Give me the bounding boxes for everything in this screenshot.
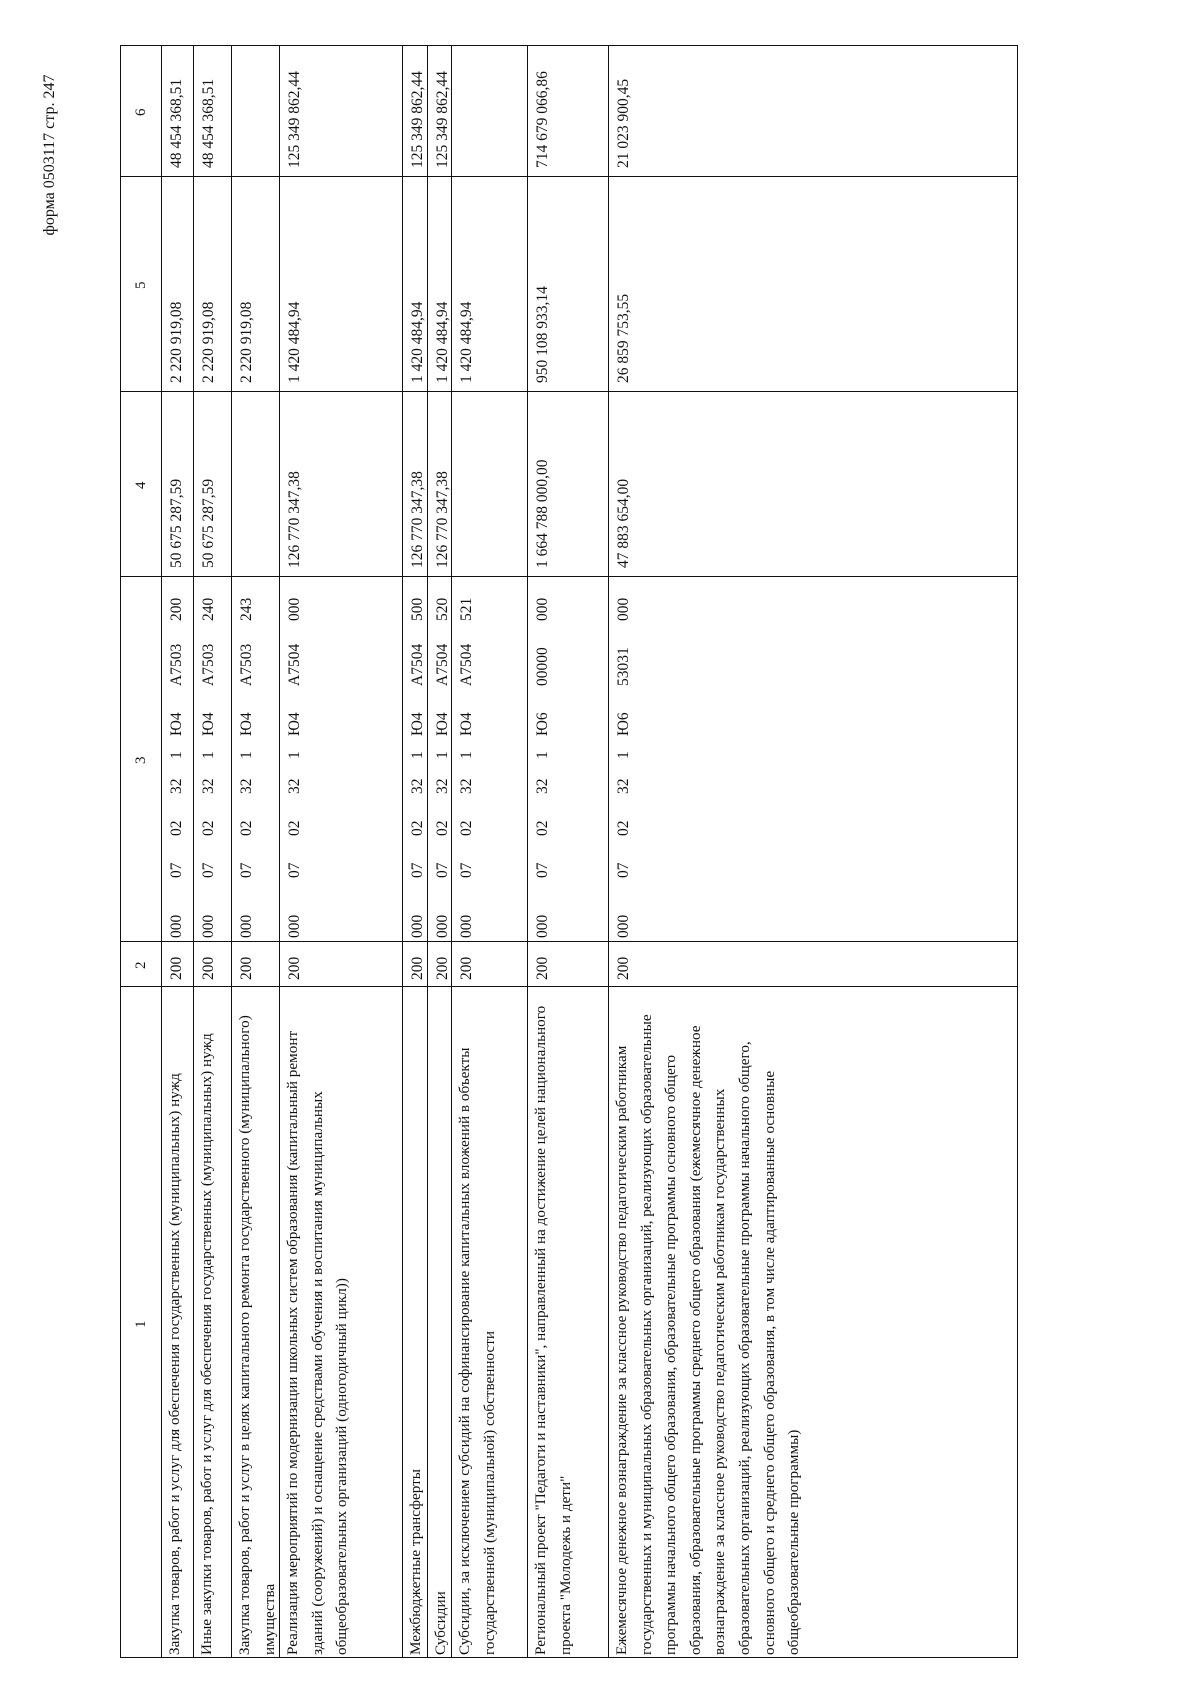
row-code-part: 07 — [615, 862, 632, 878]
row-code-part: 32 — [200, 778, 217, 794]
row-code-part: 000 — [238, 914, 255, 938]
row-code-part: Ю6 — [615, 712, 632, 736]
row-code-part: 1 — [458, 751, 475, 759]
row-code-part: Ю4 — [200, 712, 217, 736]
row-code-part: 00000 — [534, 647, 551, 686]
row-unexecuted-amount: 714 679 066,86 — [534, 71, 551, 168]
row-line-code: 200 — [458, 956, 475, 980]
row-line-code: 200 — [200, 956, 217, 980]
row-name: Закупка товаров, работ и услуг в целях капитального ремонта государственного (муниципального) имущества — [236, 1015, 278, 1655]
row-line-code: 200 — [286, 956, 303, 980]
row-code-part: 1 — [409, 751, 426, 759]
row-code-part: Ю4 — [286, 712, 303, 736]
form-number-label: форма 0503117 стр. 247 — [41, 74, 58, 236]
row-code-part: 1 — [434, 751, 451, 759]
row-code-part: 243 — [238, 597, 255, 621]
row-unexecuted-amount: 48 454 368,51 — [168, 78, 185, 168]
budget-execution-table — [120, 45, 1018, 1658]
row-line-code: 200 — [168, 956, 185, 980]
row-code-part: 520 — [434, 597, 451, 621]
row-unexecuted-amount: 48 454 368,51 — [200, 78, 217, 168]
row-code-part: Ю4 — [458, 712, 475, 736]
row-code-part: Ю6 — [534, 712, 551, 736]
row-executed-amount: 26 859 753,55 — [615, 293, 632, 383]
row-code-part: 1 — [200, 751, 217, 759]
row-code-part: А7503 — [238, 643, 255, 686]
row-code-part: 000 — [534, 597, 551, 621]
row-code-part: 000 — [286, 597, 303, 621]
row-code-part: 200 — [168, 597, 185, 621]
row-code-part: 02 — [458, 820, 475, 836]
row-code-part: 1 — [168, 751, 185, 759]
row-code-part: 02 — [286, 820, 303, 836]
row-code-part: А7503 — [200, 643, 217, 686]
row-executed-amount: 1 420 484,94 — [458, 301, 475, 383]
row-code-part: 1 — [615, 751, 632, 759]
row-code-part: 53031 — [615, 647, 632, 686]
row-code-part: 02 — [409, 820, 426, 836]
row-code-part: 02 — [238, 820, 255, 836]
row-executed-amount: 1 420 484,94 — [434, 301, 451, 383]
row-code-part: 000 — [434, 914, 451, 938]
row-code-part: 02 — [615, 820, 632, 836]
row-code-part: 32 — [409, 778, 426, 794]
row-code-part: 000 — [534, 914, 551, 938]
row-code-part: Ю4 — [434, 712, 451, 736]
row-name: Иные закупки товаров, работ и услуг для обеспечения государственных (муниципальных) нужд — [198, 1033, 215, 1655]
row-unexecuted-amount: 125 349 862,44 — [409, 71, 426, 168]
row-code-part: 07 — [434, 862, 451, 878]
row-line-code: 200 — [238, 956, 255, 980]
row-approved-amount: 50 675 287,59 — [168, 478, 185, 568]
row-approved-amount: 1 664 788 000,00 — [534, 459, 551, 568]
row-executed-amount: 1 420 484,94 — [409, 301, 426, 383]
row-code-part: А7503 — [168, 643, 185, 686]
row-name: Региональный проект "Педагоги и наставники", направленный на достижение целей национального проекта "Молодежь и дети" — [532, 1005, 574, 1655]
row-code-part: 02 — [200, 820, 217, 836]
row-code-part: 07 — [238, 862, 255, 878]
row-approved-amount: 47 883 654,00 — [615, 478, 632, 568]
row-unexecuted-amount: 125 349 862,44 — [286, 71, 303, 168]
row-name: Закупка товаров, работ и услуг для обеспечения государственных (муниципальных) нужд — [166, 1073, 183, 1655]
row-line-code: 200 — [409, 956, 426, 980]
row-approved-amount: 126 770 347,38 — [409, 471, 426, 568]
table-gridline — [121, 391, 1017, 392]
row-approved-amount: 126 770 347,38 — [434, 471, 451, 568]
row-code-part: 32 — [434, 778, 451, 794]
row-code-part: 000 — [409, 914, 426, 938]
row-code-part: 02 — [434, 820, 451, 836]
row-executed-amount: 1 420 484,94 — [286, 301, 303, 383]
column-header-1: 1 — [133, 1320, 149, 1328]
column-header-6: 6 — [133, 108, 149, 116]
column-header-5: 5 — [133, 281, 149, 289]
row-code-part: 521 — [458, 597, 475, 621]
row-code-part: А7504 — [409, 643, 426, 686]
row-name: Субсидии — [432, 1591, 449, 1655]
row-code-part: 1 — [286, 751, 303, 759]
row-code-part: 000 — [168, 914, 185, 938]
row-code-part: 000 — [615, 597, 632, 621]
row-code-part: 07 — [458, 862, 475, 878]
row-name: Межбюджетные трансферты — [407, 1469, 424, 1655]
row-code-part: 02 — [168, 820, 185, 836]
row-code-part: 1 — [238, 751, 255, 759]
row-code-part: 32 — [458, 778, 475, 794]
row-code-part: 07 — [168, 862, 185, 878]
row-name: Реализация мероприятий по модернизации школьных систем образования (капитальный ремонт зданий (сооружений) и оснащение средствами обучения и воспитания муниципальных общеобразовательных организаций (одногодичный цикл)) — [284, 1030, 351, 1655]
row-approved-amount: 50 675 287,59 — [200, 478, 217, 568]
form-header — [37, 30, 63, 280]
row-code-part: Ю4 — [238, 712, 255, 736]
row-line-code: 200 — [534, 956, 551, 980]
row-code-part: 32 — [168, 778, 185, 794]
row-code-part: 07 — [409, 862, 426, 878]
row-code-part: 32 — [615, 778, 632, 794]
row-code-part: А7504 — [458, 643, 475, 686]
table-gridline — [121, 576, 1017, 577]
row-code-part: 32 — [286, 778, 303, 794]
row-code-part: А7504 — [286, 643, 303, 686]
row-executed-amount: 2 220 919,08 — [238, 301, 255, 383]
row-unexecuted-amount: 21 023 900,45 — [615, 78, 632, 168]
row-approved-amount: 126 770 347,38 — [286, 471, 303, 568]
row-code-part: 07 — [200, 862, 217, 878]
row-code-part: 32 — [238, 778, 255, 794]
row-name: Субсидии, за исключением субсидий на софинансирование капитальных вложений в объекты государственной (муниципальной) собственности — [456, 1047, 498, 1655]
table-gridline — [121, 986, 1017, 987]
table-gridline — [121, 941, 1017, 942]
row-code-part: Ю4 — [168, 712, 185, 736]
row-unexecuted-amount: 125 349 862,44 — [434, 71, 451, 168]
row-code-part: 240 — [200, 597, 217, 621]
table-gridline — [231, 46, 232, 1657]
row-code-part: Ю4 — [409, 712, 426, 736]
row-code-part: 02 — [534, 820, 551, 836]
column-header-4: 4 — [133, 481, 149, 489]
row-code-part: 000 — [286, 914, 303, 938]
row-code-part: А7504 — [434, 643, 451, 686]
table-gridline — [608, 46, 609, 1657]
table-gridline — [193, 46, 194, 1657]
row-executed-amount: 950 108 933,14 — [534, 286, 551, 383]
row-executed-amount: 2 220 919,08 — [168, 301, 185, 383]
row-code-part: 000 — [615, 914, 632, 938]
row-code-part: 1 — [534, 751, 551, 759]
row-code-part: 07 — [286, 862, 303, 878]
column-header-3: 3 — [133, 756, 149, 764]
row-code-part: 500 — [409, 597, 426, 621]
table-gridline — [161, 46, 162, 1657]
row-code-part: 32 — [534, 778, 551, 794]
table-gridline — [402, 46, 403, 1657]
row-code-part: 000 — [200, 914, 217, 938]
table-gridline — [527, 46, 528, 1657]
row-code-part: 000 — [458, 914, 475, 938]
row-line-code: 200 — [615, 956, 632, 980]
row-code-part: 07 — [534, 862, 551, 878]
table-gridline — [121, 176, 1017, 177]
row-executed-amount: 2 220 919,08 — [200, 301, 217, 383]
column-header-2: 2 — [133, 961, 149, 969]
row-name: Ежемесячное денежное вознаграждение за классное руководство педагогическим работникам государственных и муниципальных образовательных организаций, реализующих образовательные программы начального общего образования, образовательные программы основного общего образования, образовательные программы среднего общего образования (ежемесячное денежное вознаграждение за классное руководство педагогическим работникам государственных образовательных организаций, реализующих образовательные программы начального общего, основного общего и среднего общего образования, в том числе адаптированные основные общеобразовательные программы) — [613, 1014, 803, 1655]
row-line-code: 200 — [434, 956, 451, 980]
